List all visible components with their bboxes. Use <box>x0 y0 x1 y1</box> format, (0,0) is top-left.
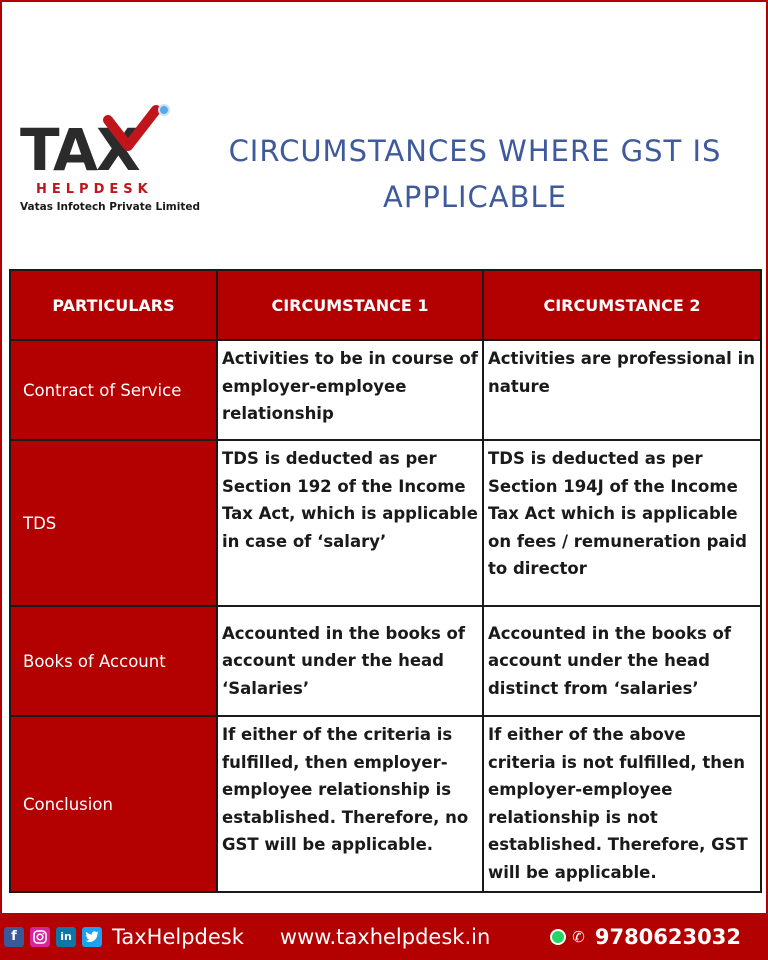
twitter-icon[interactable] <box>82 927 102 947</box>
header-circumstance-1: CIRCUMSTANCE 1 <box>217 270 483 340</box>
table-row <box>10 716 761 892</box>
footer-website-link[interactable]: www.taxhelpdesk.in <box>279 924 491 949</box>
header-particulars: PARTICULARS <box>10 270 217 340</box>
facebook-icon[interactable]: f <box>4 927 24 947</box>
row-cell-circumstance-1 <box>217 440 483 606</box>
logo-subbrand-text: HELPDESK <box>36 182 153 197</box>
footer-phone-number[interactable]: 9780623032 <box>594 924 741 949</box>
cell-text: TDS is deducted as per Section 194J of the Income Tax Act which is applicable on fees / remuneration paid to director <box>488 449 747 578</box>
comparison-table-wrapper <box>9 269 760 893</box>
row-cell-circumstance-2 <box>483 340 761 440</box>
row-label-tds: TDS <box>10 440 217 606</box>
row-cell-circumstance-2 <box>483 440 761 606</box>
header-circumstance-2: CIRCUMSTANCE 2 <box>483 270 761 340</box>
taxhelpdesk-logo <box>20 100 200 220</box>
cell-text: TDS is deducted as per Section 192 of the Income Tax Act, which is applicable in case of ‘salary’ <box>222 449 478 551</box>
row-cell-circumstance-1 <box>217 606 483 716</box>
table-row <box>10 440 761 606</box>
cell-text: Accounted in the books of account under the head distinct from ‘salaries’ <box>488 623 732 698</box>
page-title <box>195 128 755 220</box>
cell-text: If either of the above criteria is not fulfilled, then employer-employee relationship is not established. Therefore, GST will be applicable. <box>488 725 748 882</box>
comparison-table <box>9 269 762 893</box>
table-row <box>10 340 761 440</box>
table-header-row <box>10 270 761 340</box>
logo-company-name: Vatas Infotech Private Limited <box>20 201 200 213</box>
row-label-books-of-account: Books of Account <box>10 606 217 716</box>
logo-check-icon <box>102 102 172 182</box>
linkedin-icon[interactable]: in <box>56 927 76 947</box>
row-cell-circumstance-1 <box>217 340 483 440</box>
footer-brand[interactable]: TaxHelpdesk <box>112 924 244 949</box>
row-label-contract-of-service: Contract of Service <box>10 340 217 440</box>
footer-bar <box>0 913 768 960</box>
table-row <box>10 606 761 716</box>
row-label-conclusion: Conclusion <box>10 716 217 892</box>
cell-text: Accounted in the books of account under the head ‘Salaries’ <box>222 623 466 698</box>
cell-text: Activities to be in course of employer-employee relationship <box>222 349 478 423</box>
row-cell-circumstance-2 <box>483 716 761 892</box>
page-title-line-2: APPLICABLE <box>383 180 567 214</box>
cell-text: If either of the criteria is fulfilled, then employer-employee relationship is established. Therefore, no GST will be applicable. <box>222 725 469 854</box>
instagram-icon[interactable] <box>30 927 50 947</box>
cell-text: Activities are professional in nature <box>488 349 755 396</box>
page-title-line-1: CIRCUMSTANCES WHERE GST IS <box>228 134 722 168</box>
phone-icon: ✆ <box>572 927 585 946</box>
row-cell-circumstance-1 <box>217 716 483 892</box>
logo-brand-text: TAX <box>20 116 139 184</box>
whatsapp-icon[interactable] <box>550 929 566 945</box>
row-cell-circumstance-2 <box>483 606 761 716</box>
